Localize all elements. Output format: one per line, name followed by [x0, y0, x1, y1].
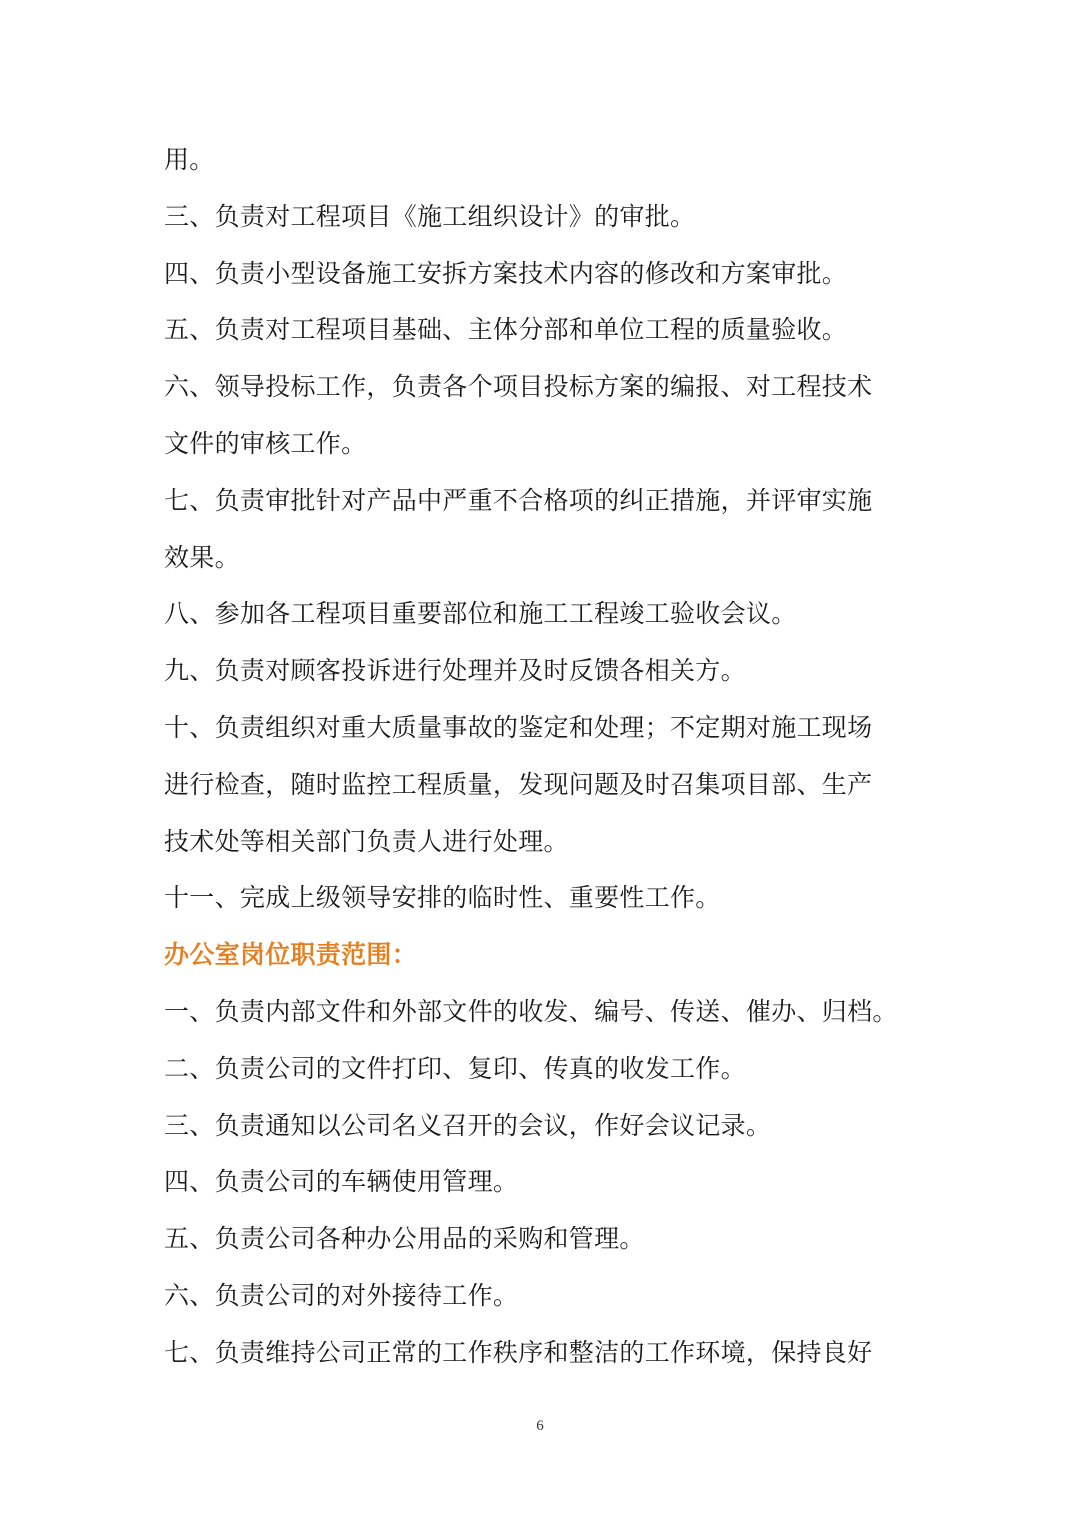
text-line: 用。	[164, 145, 215, 174]
text-line: 二、负责公司的文件打印、复印、传真的收发工作。	[164, 1053, 746, 1083]
text-line: 六、负责公司的对外接待工作。	[164, 1280, 519, 1310]
text-line: 效果。	[164, 542, 240, 572]
text-line: 七、负责审批针对产品中严重不合格项的纠正措施，并评审实施	[164, 485, 873, 515]
section-heading: 办公室岗位职责范围：	[164, 940, 418, 970]
text-line: 四、负责小型设备施工安拆方案技术内容的修改和方案审批。	[164, 258, 848, 288]
text-line: 七、负责维持公司正常的工作秩序和整洁的工作环境，保持良好	[164, 1337, 873, 1367]
text-line: 进行检查，随时监控工程质量，发现问题及时召集项目部、生产	[164, 769, 873, 799]
text-line: 技术处等相关部门负责人进行处理。	[164, 826, 569, 856]
text-line: 一、负责内部文件和外部文件的收发、编号、传送、催办、归档。	[164, 996, 898, 1026]
text-line: 五、负责公司各种办公用品的采购和管理。	[164, 1224, 645, 1254]
text-line: 四、负责公司的车辆使用管理。	[164, 1167, 519, 1197]
text-line: 八、参加各工程项目重要部位和施工工程竣工验收会议。	[164, 599, 797, 629]
text-line: 文件的审核工作。	[164, 428, 367, 458]
text-line: 五、负责对工程项目基础、主体分部和单位工程的质量验收。	[164, 315, 848, 345]
text-line: 三、负责对工程项目《施工组织设计》的审批。	[164, 201, 696, 231]
text-line: 十、负责组织对重大质量事故的鉴定和处理；不定期对施工现场	[164, 712, 873, 742]
text-line: 九、负责对顾客投诉进行处理并及时反馈各相关方。	[164, 656, 746, 686]
page-number: 6	[536, 1418, 544, 1434]
text-line: 六、领导投标工作，负责各个项目投标方案的编报、对工程技术	[164, 372, 873, 402]
document-body	[164, 132, 934, 1382]
text-line: 三、负责通知以公司名义召开的会议，作好会议记录。	[164, 1110, 772, 1140]
text-line: 十一、完成上级领导安排的临时性、重要性工作。	[164, 883, 721, 913]
